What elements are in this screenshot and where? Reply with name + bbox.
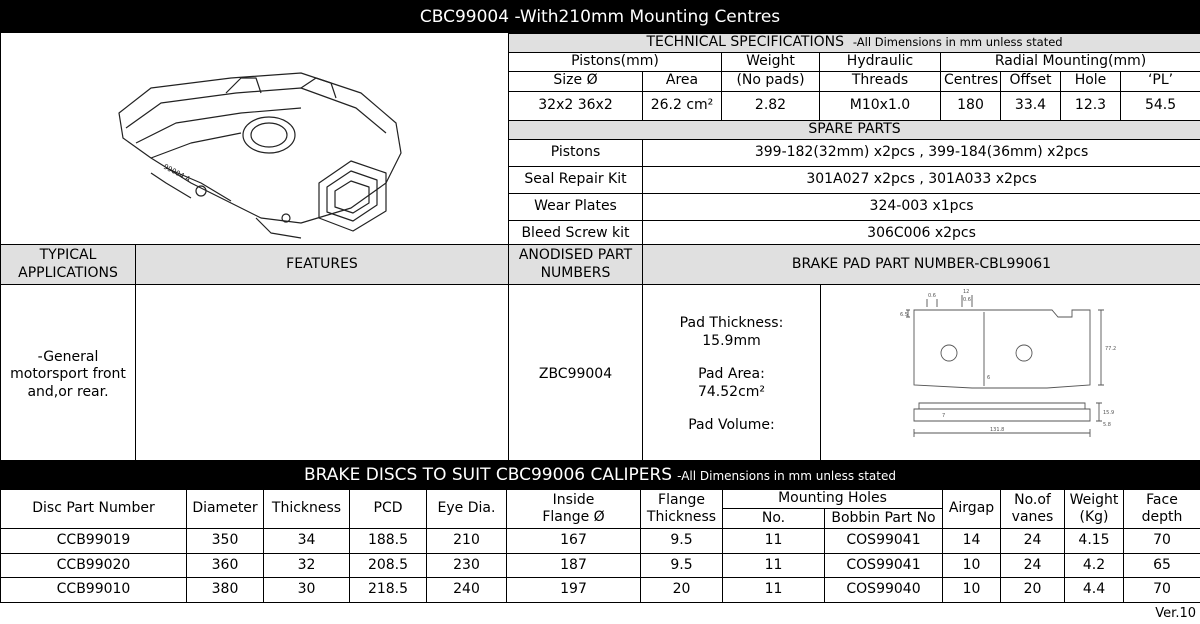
hole-label: Hole [1061,71,1121,91]
spare-value-pistons: 399-182(32mm) x2pcs , 399-184(36mm) x2pcs [643,139,1200,166]
pcd-header: PCD [350,490,427,529]
eye-header: Eye Dia. [427,490,507,529]
pcd-cell: 208.5 [350,553,427,578]
size-value: 32x2 36x2 [509,91,643,120]
airgap-cell: 10 [943,553,1001,578]
pad-specs-cell [643,285,821,466]
typical-applications-header: TYPICAL APPLICATIONS [1,245,136,285]
hydraulic-header: Hydraulic [820,52,941,71]
weight-cell: 4.2 [1065,553,1124,578]
pad-area-label: Pad Area: [698,366,765,382]
face-depth-cell: 70 [1124,578,1200,603]
inside-flange-cell: 167 [507,529,641,554]
disc-row [1,553,1200,578]
eye-dia-cell: 240 [427,578,507,603]
inside-flange-header: Inside Flange Ø [507,490,641,529]
pad-area-value: 74.52cm² [697,383,766,400]
discs-note: -All Dimensions in mm unless stated [677,469,896,483]
diameter-cell: 350 [187,529,264,554]
discs-table [0,489,1200,603]
disc-row [1,529,1200,554]
weight-sub: (No pads) [722,71,820,91]
face-depth-cell: 65 [1124,553,1200,578]
anodised-part-cell: ZBC99004 [509,285,643,466]
applications-table [0,244,1200,466]
thickness-header: Thickness [264,490,350,529]
bobbin-part-cell: COS99041 [825,529,943,554]
weight-value: 2.82 [722,91,820,120]
discs-title: BRAKE DISCS TO SUIT CBC99006 CALIPERS [304,465,673,485]
size-label: Size Ø [509,71,643,91]
brake-pad-drawing [822,285,1200,459]
spare-label-seal: Seal Repair Kit [509,166,643,193]
centres-value: 180 [941,91,1001,120]
pl-label: ‘PL’ [1121,71,1200,91]
hole-value: 12.3 [1061,91,1121,120]
vanes-header: No.of vanes [1001,490,1065,529]
mounting-no-cell: 11 [723,578,825,603]
mounting-no-cell: 11 [723,529,825,554]
face-depth-header: Face depth [1124,490,1200,529]
bobbin-header: Bobbin Part No [825,509,943,529]
flange-thickness-cell: 9.5 [641,553,723,578]
discs-title-bar [0,460,1200,489]
diameter-cell: 380 [187,578,264,603]
pad-drawing-cell [821,285,1200,466]
brake-pad-header: BRAKE PAD PART NUMBER-CBL99061 [643,245,1200,285]
thickness-cell: 30 [264,578,350,603]
offset-value: 33.4 [1001,91,1061,120]
threads-value: M10x1.0 [820,91,941,120]
dim-top1: 0.6 [927,293,936,299]
area-value: 26.2 cm² [643,91,722,120]
centres-label: Centres [941,71,1001,91]
features-cell [136,285,509,466]
airgap-cell: 14 [943,529,1001,554]
spare-parts-header: SPARE PARTS [509,120,1200,139]
tech-spec-table [508,33,1200,248]
mounting-no-cell: 11 [723,553,825,578]
disc-row [1,578,1200,603]
spare-label-wear: Wear Plates [509,193,643,220]
inside-flange-cell: 197 [507,578,641,603]
applications-cell: -General motorsport front and,or rear. [1,285,136,466]
weight-header: Weight [722,52,820,71]
dim-top2: 12 [962,289,969,295]
features-header: FEATURES [136,245,509,285]
pcd-cell: 218.5 [350,578,427,603]
anodised-header: ANODISED PART NUMBERS [509,245,643,285]
pad-volume-label: Pad Volume: [688,417,775,433]
diameter-cell: 360 [187,553,264,578]
spare-label-pistons: Pistons [509,139,643,166]
inside-flange-cell: 187 [507,553,641,578]
airgap-cell: 10 [943,578,1001,603]
spare-value-seal: 301A027 x2pcs , 301A033 x2pcs [643,166,1200,193]
dim-plate: 7 [941,413,945,419]
caliper-illustration [0,33,508,244]
dim-length: 131.8 [989,427,1004,433]
title-bar [0,0,1200,33]
airgap-header: Airgap [943,490,1001,529]
eye-dia-cell: 230 [427,553,507,578]
pistons-header: Pistons(mm) [509,52,722,71]
offset-label: Offset [1001,71,1061,91]
dim-thickness: 15.9 [1102,410,1114,416]
flange-thickness-cell: 20 [641,578,723,603]
disc-part-cell: CCB99019 [1,529,187,554]
mounting-holes-header: Mounting Holes [723,490,943,509]
pad-thickness-label: Pad Thickness: [679,315,784,331]
dim-top3: 0.6 [962,297,971,303]
version-label: Ver.10 [1155,606,1196,621]
disc-part-cell: CCB99010 [1,578,187,603]
hydraulic-sub: Threads [820,71,941,91]
weight-cell: 4.15 [1065,529,1124,554]
tech-spec-header: TECHNICAL SPECIFICATIONS -All Dimensions in mm unless stated [509,34,1200,53]
pcd-cell: 188.5 [350,529,427,554]
weight-cell: 4.4 [1065,578,1124,603]
pl-value: 54.5 [1121,91,1200,120]
bobbin-part-cell: COS99040 [825,578,943,603]
thickness-cell: 32 [264,553,350,578]
bobbin-part-cell: COS99041 [825,553,943,578]
flange-thickness-header: Flange Thickness [641,490,723,529]
disc-weight-header: Weight (Kg) [1065,490,1124,529]
diameter-header: Diameter [187,490,264,529]
thickness-cell: 34 [264,529,350,554]
spare-value-bleed: 306C006 x2pcs [643,220,1200,247]
disc-part-cell: CCB99020 [1,553,187,578]
dim-back: 5.8 [1102,422,1111,428]
page-title: CBC99004 -With210mm Mounting Centres [419,7,781,27]
pad-thickness-value: 15.9mm [702,332,761,349]
eye-dia-cell: 210 [427,529,507,554]
vanes-cell: 24 [1001,529,1065,554]
spare-value-wear: 324-003 x1pcs [643,193,1200,220]
caliper-drawing [1,33,509,244]
dim-height: 77.2 [1104,346,1116,352]
vanes-cell: 20 [1001,578,1065,603]
caliper-marking: 99004 A [162,162,192,184]
dim-left: 6.5 [899,312,908,318]
mounting-no-header: No. [723,509,825,529]
area-label: Area [643,71,722,91]
spare-label-bleed: Bleed Screw kit [509,220,643,247]
disc-part-header: Disc Part Number [1,490,187,529]
radial-header: Radial Mounting(mm) [941,52,1200,71]
vanes-cell: 24 [1001,553,1065,578]
dim-mid: 6 [986,375,990,381]
flange-thickness-cell: 9.5 [641,529,723,554]
face-depth-cell: 70 [1124,529,1200,554]
